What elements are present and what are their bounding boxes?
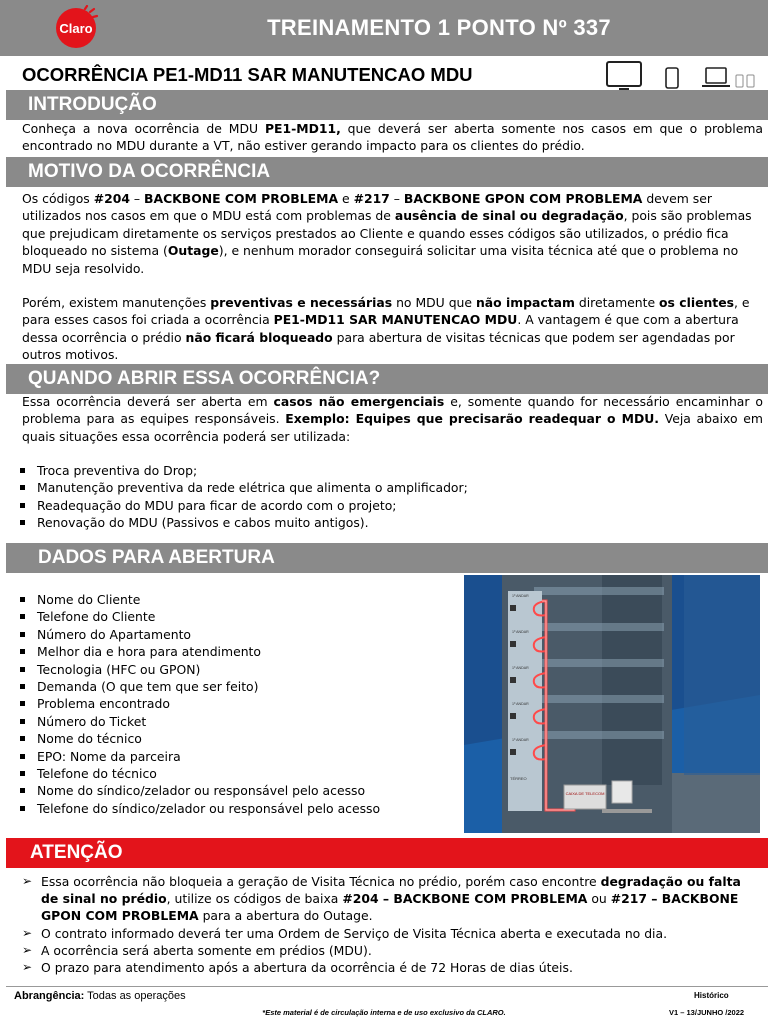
footer-divider xyxy=(6,986,768,987)
dados-list xyxy=(18,591,448,817)
monitor-icon xyxy=(607,62,641,89)
ground-label: TÉRREO xyxy=(510,776,527,781)
devices-illustration xyxy=(604,60,764,92)
list-item: Readequação do MDU para ficar de acordo com o projeto; xyxy=(18,497,758,514)
phone-icon xyxy=(736,75,754,87)
document-title: TREINAMENTO 1 PONTO Nº 337 xyxy=(267,15,611,40)
quando-list xyxy=(18,462,758,532)
list-item: Telefone do técnico xyxy=(18,765,448,782)
floor-label: 1º ANDAR xyxy=(512,702,529,706)
atencao-list xyxy=(22,873,744,976)
list-item: Número do Ticket xyxy=(18,713,448,730)
list-item: Nome do síndico/zelador ou responsável pelo acesso xyxy=(18,782,448,799)
list-item: Demanda (O que tem que ser feito) xyxy=(18,678,448,695)
list-item: ➢ Essa ocorrência não bloqueia a geração de Visita Técnica no prédio, porém caso encontre degradação ou falta de sinal no prédio, utilize os códigos de baixa #204 – BACKBONE COM PROBLEMA ou #217 – BACKBONE GPON COM PROBLEMA para a abertura do Outage. xyxy=(22,874,741,924)
phone-icon xyxy=(666,68,678,88)
list-item: Renovação do MDU (Passivos e cabos muito antigos). xyxy=(18,514,758,531)
building-illustration xyxy=(464,575,760,833)
list-item: Nome do Cliente xyxy=(18,591,448,608)
confidential-note: *Este material é de circulação interna e de uso exclusivo da CLARO. xyxy=(262,1008,506,1017)
floor-box xyxy=(510,677,516,683)
arrow-bullet-icon: ➢ xyxy=(22,960,33,975)
intro-text: Conheça a nova ocorrência de MDU PE1-MD11, que deverá ser aberta somente nos casos em que o problema encontrado no MDU durante a VT, não estiver gerando impacto para os clientes do prédio. xyxy=(22,121,763,154)
floor-label: 1º ANDAR xyxy=(512,594,529,598)
historico-label: Histórico xyxy=(694,991,729,1000)
floor-label: 1º ANDAR xyxy=(512,738,529,742)
list-item: Nome do técnico xyxy=(18,730,448,747)
list-item: Problema encontrado xyxy=(18,695,448,712)
version-label: V1 – 13/JUNHO /2022 xyxy=(669,1008,745,1017)
list-item: ➢ A ocorrência será aberta somente em prédios (MDU). xyxy=(22,942,372,958)
list-item: Telefone do Cliente xyxy=(18,608,448,625)
laptop-icon xyxy=(702,68,730,86)
header-bar xyxy=(0,0,768,56)
list-item: Melhor dia e hora para atendimento xyxy=(18,643,448,660)
section-motivo-header: MOTIVO DA OCORRÊNCIA xyxy=(6,157,768,187)
section-quando-header: QUANDO ABRIR ESSA OCORRÊNCIA? xyxy=(6,364,768,394)
section-intro-header: INTRODUÇÃO xyxy=(6,90,768,120)
floor-label: 1º ANDAR xyxy=(512,666,529,670)
logo-text: Claro xyxy=(59,21,93,36)
motivo-paragraph-1: Os códigos #204 – BACKBONE COM PROBLEMA e #217 – BACKBONE GPON COM PROBLEMA devem ser utilizados nos casos em que o MDU está com problemas de ausência de sinal ou degradação, pois são problemas que prejudicam diretamente os serviços prestados ao Cliente e quando esses códigos são utilizados, o prédio fica bloqueado no sistema (Outage), e nenhum morador conseguirá solicitar uma visita técnica até que o problema no MDU seja resolvido. xyxy=(22,191,752,276)
list-item: ➢ O contrato informado deverá ter uma Ordem de Serviço de Visita Técnica aberta e executada no dia. xyxy=(22,925,668,941)
document-subtitle: OCORRÊNCIA PE1-MD11 SAR MANUTENCAO MDU xyxy=(22,64,473,85)
section-atencao-header: ATENÇÃO xyxy=(6,838,768,868)
box-label: CAIXA DE TELECOM xyxy=(565,791,605,796)
floor-box xyxy=(510,641,516,647)
list-item: ➢ O prazo para atendimento após a abertura da ocorrência é de 72 Horas de dias úteis. xyxy=(22,960,573,976)
list-item: EPO: Nome da parceira xyxy=(18,748,448,765)
abrangencia: Abrangência: Todas as operações xyxy=(14,990,186,1002)
floor-label: 1º ANDAR xyxy=(512,630,529,634)
arrow-bullet-icon: ➢ xyxy=(22,942,33,957)
claro-logo xyxy=(47,5,105,49)
motivo-paragraph-2: Porém, existem manutenções preventivas e necessárias no MDU que não impactam diretamente os clientes, e para esses casos foi criada a ocorrência PE1-MD11 SAR MANUTENCAO MDU. A vantagem é que com a abertura dessa ocorrência o prédio não ficará bloqueado para abertura de visitas técnicas que podem ser agendadas por outros motivos. xyxy=(22,295,750,363)
floor-box xyxy=(510,713,516,719)
floor-box xyxy=(510,605,516,611)
list-item: Troca preventiva do Drop; xyxy=(18,462,758,479)
list-item: Telefone do síndico/zelador ou responsável pelo acesso xyxy=(18,800,448,817)
list-item: Tecnologia (HFC ou GPON) xyxy=(18,661,448,678)
list-item: Número do Apartamento xyxy=(18,626,448,643)
section-dados-header: DADOS PARA ABERTURA xyxy=(6,543,768,573)
arrow-bullet-icon: ➢ xyxy=(22,925,33,940)
arrow-bullet-icon: ➢ xyxy=(22,874,33,888)
list-item: Manutenção preventiva da rede elétrica que alimenta o amplificador; xyxy=(18,479,758,496)
quando-paragraph: Essa ocorrência deverá ser aberta em casos não emergenciais e, somente quando for necessário encaminhar o problema para as equipes responsáveis. Exemplo: Equipes que precisarão readequar o MDU. Veja abaixo em quais situações essa ocorrência poderá ser utilizada: xyxy=(22,394,763,444)
floor-box xyxy=(510,749,516,755)
